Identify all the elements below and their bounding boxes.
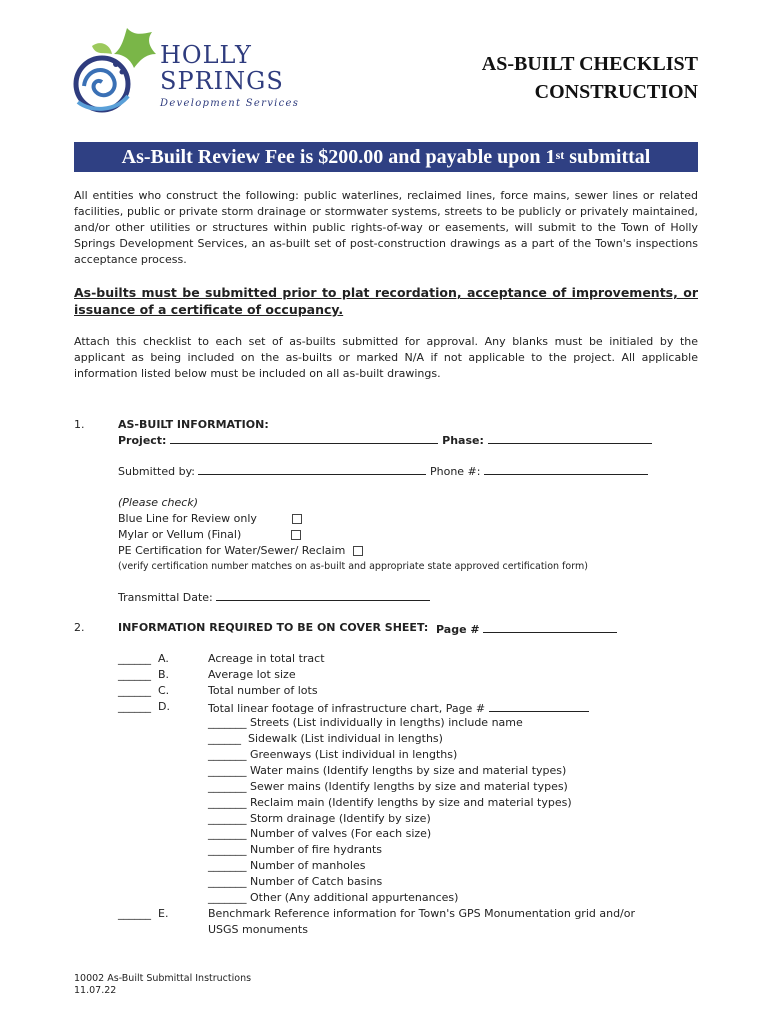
sub-item-sewer-mains: _______ Sewer mains (Identify lengths by size and material types) <box>208 780 568 793</box>
sub-item-other: _______ Other (Any additional appurtenances) <box>208 891 459 904</box>
sub-item-storm-drainage: _______ Storm drainage (Identify by size) <box>208 812 431 825</box>
item-c-blank[interactable]: ______ <box>118 684 151 697</box>
holly-springs-logo-icon <box>72 24 158 114</box>
item-d-page-field[interactable] <box>489 700 589 712</box>
transmittal-field[interactable] <box>216 589 430 601</box>
item-a-text: Acreage in total tract <box>208 652 325 665</box>
item-b-text: Average lot size <box>208 668 296 681</box>
fee-end: submittal <box>564 145 651 168</box>
submitted-label: Submitted by: <box>118 465 195 478</box>
option-blue-line <box>118 511 302 527</box>
transmittal-label: Transmittal Date: <box>118 591 213 604</box>
option-blue-line-label: Blue Line for Review only <box>118 512 257 525</box>
item-d-letter: D. <box>158 700 170 713</box>
phone-field[interactable] <box>484 463 648 475</box>
footer-line2: 11.07.22 <box>74 985 117 996</box>
fee-banner <box>74 142 698 172</box>
sub-item-streets: _______ Streets (List individually in lengths) include name <box>208 716 523 729</box>
cover-page-field[interactable] <box>483 621 617 633</box>
item-e-blank[interactable]: ______ <box>118 907 151 920</box>
option-pe-cert <box>118 543 363 559</box>
cover-page-label: Page # <box>436 623 480 636</box>
item-a-letter: A. <box>158 652 169 665</box>
sub-item-valves: _______ Number of valves (For each size) <box>208 827 432 840</box>
phone-label: Phone #: <box>429 465 481 478</box>
sub-item-catch-basins: _______ Number of Catch basins <box>208 875 383 888</box>
mylar-checkbox[interactable] <box>291 530 301 540</box>
project-field[interactable] <box>170 432 438 444</box>
sub-item-water-mains: _______ Water mains (Identify lengths by size and material types) <box>208 764 567 777</box>
brand-line2: SPRINGS <box>160 67 284 95</box>
item-e-line2: USGS monuments <box>208 923 308 936</box>
sub-item-fire-hydrants: _______ Number of fire hydrants <box>208 843 382 856</box>
footer-line1: 10002 As-Built Submittal Instructions <box>74 973 252 984</box>
phase-field[interactable] <box>488 432 652 444</box>
item-a-blank[interactable]: ______ <box>118 652 151 665</box>
section1-heading: AS-BUILT INFORMATION: <box>118 418 269 431</box>
submitted-row <box>118 463 648 480</box>
submitted-field[interactable] <box>198 463 426 475</box>
project-label: Project: <box>118 434 167 447</box>
sub-item-reclaim-main: _______ Reclaim main (Identify lengths by size and material types) <box>208 796 572 809</box>
sub-item-sidewalk: ______ Sidewalk (List individual in lengths) <box>208 732 443 745</box>
phase-label: Phase: <box>442 434 484 447</box>
verify-note: (verify certification number matches on as-built and appropriate state approved certification form) <box>118 561 588 572</box>
item-d-row <box>208 700 589 715</box>
item-c-text: Total number of lots <box>208 684 318 697</box>
option-pe-cert-label: PE Certification for Water/Sewer/ Reclaim <box>118 544 346 557</box>
item-d-blank[interactable]: ______ <box>118 700 151 713</box>
option-mylar-label: Mylar or Vellum (Final) <box>118 528 242 541</box>
item-d-text: Total linear footage of infrastructure chart, Page # <box>208 702 486 715</box>
brand-subtitle: Development Services <box>160 98 300 109</box>
fee-sup: st <box>555 147 565 162</box>
item-b-blank[interactable]: ______ <box>118 668 151 681</box>
title-line1: AS-BUILT CHECKLIST <box>481 53 698 75</box>
notice-text: As-builts must be submitted prior to plat recordation, acceptance of improvements, or issuance of a certificate of occupancy. <box>74 285 698 317</box>
blue-line-checkbox[interactable] <box>292 514 302 524</box>
intro-paragraph: All entities who construct the following: public waterlines, reclaimed lines, force mains, sewer lines or related facilities, public or private storm drainage or stormwater systems, streets to be publicly or privately maintained, and/or other utilities or structures within public rights-of-way or easements, will submit to the Town of Holly Springs Development Services, an as-built set of post-construction drawings as a part of the Town's inspections acceptance process. <box>74 189 698 266</box>
title-line2: CONSTRUCTION <box>534 81 698 103</box>
option-mylar <box>118 527 301 543</box>
item-e-line1: Benchmark Reference information for Town's GPS Monumentation grid and/or <box>208 907 636 920</box>
sub-item-manholes: _______ Number of manholes <box>208 859 366 872</box>
section2-heading: INFORMATION REQUIRED TO BE ON COVER SHEET: <box>118 621 429 634</box>
attach-paragraph: Attach this checklist to each set of as-builts submitted for approval. Any blanks must be initialed by the applicant as being included on the as-builts or marked N/A if not applicable to the project. All applicable information listed below must be included on all as-built drawings. <box>74 335 698 380</box>
page-title <box>482 50 698 106</box>
check-note: (Please check) <box>118 496 198 509</box>
cover-page-row <box>436 621 617 638</box>
fee-text: As-Built Review Fee is $200.00 and payable upon 1 <box>121 145 556 168</box>
section2-number: 2. <box>74 621 85 634</box>
section1-number: 1. <box>74 418 85 431</box>
project-row <box>118 432 652 449</box>
transmittal-row <box>118 589 430 606</box>
brand-line1: HOLLY <box>160 41 252 69</box>
pe-cert-checkbox[interactable] <box>353 546 363 556</box>
item-b-letter: B. <box>158 668 170 681</box>
brand-name <box>160 42 284 94</box>
item-c-letter: C. <box>158 684 170 697</box>
sub-item-greenways: _______ Greenways (List individual in lengths) <box>208 748 458 761</box>
footer <box>74 973 251 997</box>
item-e-letter: E. <box>158 907 169 920</box>
